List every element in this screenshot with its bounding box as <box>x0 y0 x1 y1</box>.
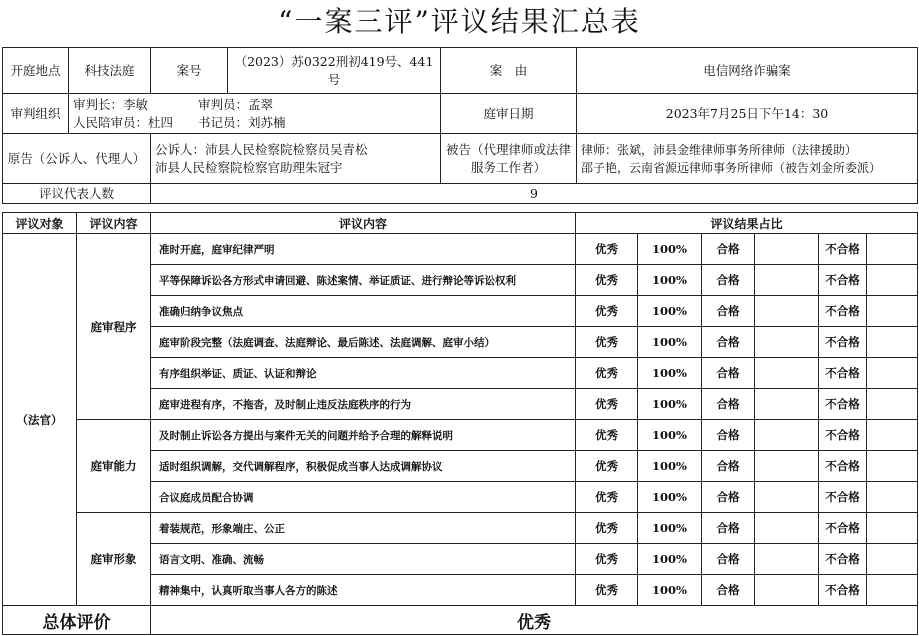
result-fail-label: 不合格 <box>819 451 867 482</box>
court-label: 开庭地点 <box>3 48 69 94</box>
date-label: 庭审日期 <box>441 94 577 134</box>
date-value: 2023年7月25日下午14：30 <box>577 94 918 134</box>
result-pass-label: 合格 <box>702 234 755 265</box>
result-excellent-pct: 100% <box>638 451 702 482</box>
evaluation-item: 合议庭成员配合协调 <box>151 482 576 513</box>
result-fail-label: 不合格 <box>819 327 867 358</box>
defendant-label: 被告（代理律师或法律服务工作者） <box>441 134 577 184</box>
total-label: 总体评价 <box>3 606 151 635</box>
result-excellent-pct: 100% <box>638 234 702 265</box>
group-name: 庭审能力 <box>77 420 151 513</box>
result-excellent-label: 优秀 <box>576 451 638 482</box>
result-pass-pct <box>755 420 819 451</box>
result-excellent-label: 优秀 <box>576 389 638 420</box>
result-fail-pct <box>867 420 918 451</box>
result-pass-pct <box>755 389 819 420</box>
result-excellent-label: 优秀 <box>576 420 638 451</box>
result-excellent-label: 优秀 <box>576 513 638 544</box>
case-no-value: （2023）苏0322刑初419号、441号 <box>228 48 441 94</box>
reps-label: 评议代表人数 <box>3 184 151 204</box>
plaintiff-line1: 公诉人：沛县人民检察院检察员吴青松 <box>155 141 368 157</box>
result-excellent-pct: 100% <box>638 420 702 451</box>
evaluation-item: 有序组织举证、质证、认证和辩论 <box>151 358 576 389</box>
result-pass-pct <box>755 234 819 265</box>
evaluation-item: 适时组织调解，交代调解程序，积极促成当事人达成调解协议 <box>151 451 576 482</box>
reps-value: 9 <box>151 184 918 204</box>
result-pass-pct <box>755 451 819 482</box>
result-pass-label: 合格 <box>702 513 755 544</box>
cause-value: 电信网络诈骗案 <box>577 48 918 94</box>
evaluation-item: 及时制止诉讼各方提出与案件无关的问题并给予合理的解释说明 <box>151 420 576 451</box>
evaluation-item: 平等保障诉讼各方形式申请回避、陈述案情、举证质证、进行辩论等诉讼权利 <box>151 265 576 296</box>
result-pass-label: 合格 <box>702 358 755 389</box>
panel-members <box>69 94 441 134</box>
result-fail-label: 不合格 <box>819 420 867 451</box>
result-pass-pct <box>755 327 819 358</box>
result-fail-label: 不合格 <box>819 358 867 389</box>
table-row <box>3 420 918 451</box>
result-pass-label: 合格 <box>702 575 755 606</box>
header-content-detail: 评议内容 <box>151 213 576 234</box>
result-excellent-label: 优秀 <box>576 358 638 389</box>
result-fail-label: 不合格 <box>819 234 867 265</box>
evaluation-item: 语言文明、准确、流畅 <box>151 544 576 575</box>
result-fail-pct <box>867 296 918 327</box>
result-pass-label: 合格 <box>702 389 755 420</box>
result-pass-label: 合格 <box>702 265 755 296</box>
result-pass-pct <box>755 265 819 296</box>
result-excellent-pct: 100% <box>638 327 702 358</box>
result-excellent-label: 优秀 <box>576 327 638 358</box>
result-excellent-pct: 100% <box>638 513 702 544</box>
header-object: 评议对象 <box>3 213 77 234</box>
plaintiff-value <box>151 134 441 184</box>
result-excellent-label: 优秀 <box>576 265 638 296</box>
table-header-row <box>3 213 918 234</box>
result-pass-label: 合格 <box>702 544 755 575</box>
total-row <box>3 606 918 635</box>
evaluation-item: 庭审进程有序，不拖沓，及时制止违反法庭秩序的行为 <box>151 389 576 420</box>
result-pass-pct <box>755 296 819 327</box>
result-excellent-pct: 100% <box>638 389 702 420</box>
panel-line1: 审判长：李敏 审判员：孟翠 <box>73 96 274 112</box>
result-fail-pct <box>867 234 918 265</box>
result-fail-label: 不合格 <box>819 575 867 606</box>
plaintiff-line2: 沛县人民检察院检察官助理朱冠宇 <box>155 159 343 175</box>
table-row <box>3 234 918 265</box>
case-no-label: 案号 <box>151 48 228 94</box>
result-pass-label: 合格 <box>702 296 755 327</box>
result-fail-pct <box>867 544 918 575</box>
result-excellent-pct: 100% <box>638 482 702 513</box>
result-excellent-label: 优秀 <box>576 234 638 265</box>
case-info-table <box>2 47 918 204</box>
result-excellent-pct: 100% <box>638 265 702 296</box>
panel-line2: 人民陪审员：杜四 书记员：刘苏楠 <box>73 114 286 130</box>
result-fail-label: 不合格 <box>819 389 867 420</box>
panel-label: 审判组织 <box>3 94 69 134</box>
result-excellent-pct: 100% <box>638 358 702 389</box>
result-fail-pct <box>867 451 918 482</box>
defendant-value <box>577 134 918 184</box>
result-pass-label: 合格 <box>702 420 755 451</box>
result-pass-pct <box>755 513 819 544</box>
result-pass-pct <box>755 544 819 575</box>
result-excellent-label: 优秀 <box>576 575 638 606</box>
defendant-line2: 邵子艳，云南省源远律师事务所律师（被告刘金所委派） <box>581 160 882 175</box>
page-title: “一案三评”评议结果汇总表 <box>278 5 641 38</box>
result-excellent-label: 优秀 <box>576 296 638 327</box>
defendant-line1: 律师：张斌，沛县金维律师事务所律师（法律援助） <box>581 142 858 157</box>
result-fail-label: 不合格 <box>819 513 867 544</box>
result-pass-label: 合格 <box>702 327 755 358</box>
evaluation-item: 准时开庭，庭审纪律严明 <box>151 234 576 265</box>
result-fail-pct <box>867 575 918 606</box>
result-fail-label: 不合格 <box>819 544 867 575</box>
result-pass-pct <box>755 575 819 606</box>
result-pass-pct <box>755 482 819 513</box>
result-fail-pct <box>867 265 918 296</box>
result-fail-label: 不合格 <box>819 296 867 327</box>
table-row <box>3 513 918 544</box>
evaluation-table <box>2 212 918 635</box>
result-excellent-pct: 100% <box>638 544 702 575</box>
header-result-ratio: 评议结果占比 <box>576 213 918 234</box>
result-pass-label: 合格 <box>702 451 755 482</box>
result-excellent-pct: 100% <box>638 575 702 606</box>
result-pass-pct <box>755 358 819 389</box>
result-fail-pct <box>867 482 918 513</box>
result-fail-label: 不合格 <box>819 482 867 513</box>
court-value: 科技法庭 <box>69 48 151 94</box>
result-pass-label: 合格 <box>702 482 755 513</box>
group-name: 庭审程序 <box>77 234 151 420</box>
result-fail-pct <box>867 358 918 389</box>
evaluation-object: （法官） <box>3 234 77 606</box>
evaluation-item: 精神集中，认真听取当事人各方的陈述 <box>151 575 576 606</box>
group-name: 庭审形象 <box>77 513 151 606</box>
evaluation-item: 着装规范，形象端庄、公正 <box>151 513 576 544</box>
result-excellent-pct: 100% <box>638 296 702 327</box>
result-fail-pct <box>867 513 918 544</box>
cause-label: 案 由 <box>441 48 577 94</box>
evaluation-item: 准确归纳争议焦点 <box>151 296 576 327</box>
evaluation-item: 庭审阶段完整（法庭调查、法庭辩论、最后陈述、法庭调解、庭审小结） <box>151 327 576 358</box>
plaintiff-label: 原告（公诉人、代理人） <box>3 134 151 184</box>
header-content-category: 评议内容 <box>77 213 151 234</box>
result-fail-pct <box>867 389 918 420</box>
result-excellent-label: 优秀 <box>576 544 638 575</box>
result-fail-pct <box>867 327 918 358</box>
result-excellent-label: 优秀 <box>576 482 638 513</box>
result-fail-label: 不合格 <box>819 265 867 296</box>
total-value: 优秀 <box>151 606 918 635</box>
